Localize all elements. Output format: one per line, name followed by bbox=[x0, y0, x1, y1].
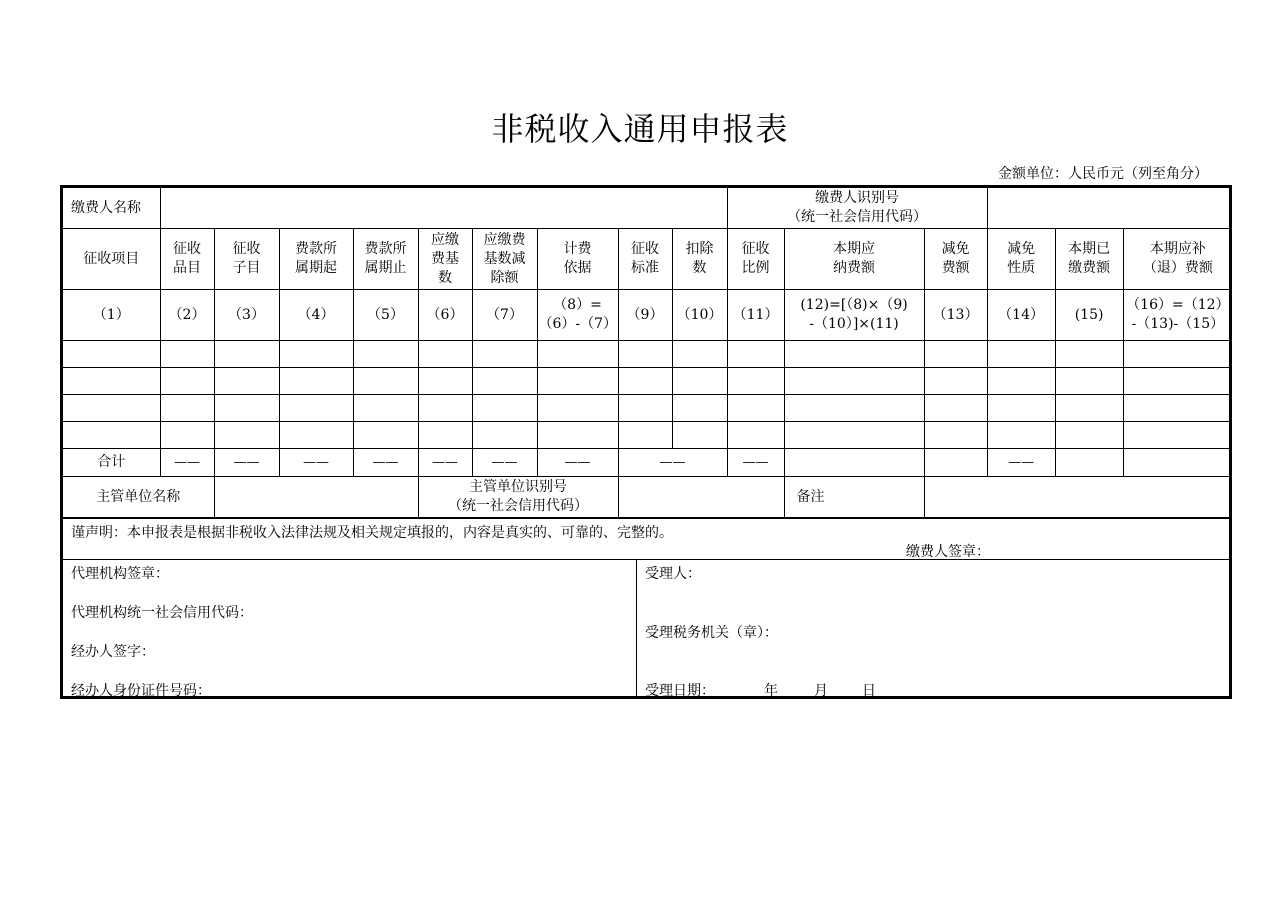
amount-unit-note: 金额单位：人民币元（列至角分） bbox=[998, 166, 1208, 182]
declaration-form bbox=[60, 185, 1232, 699]
column-number-text: -（10）]×(11) bbox=[809, 316, 899, 332]
entry-cell[interactable] bbox=[924, 341, 987, 368]
entry-cell[interactable] bbox=[672, 395, 727, 422]
payer-id-field[interactable] bbox=[987, 188, 1232, 229]
entry-cell[interactable] bbox=[214, 395, 279, 422]
column-header-text: 数 bbox=[438, 269, 452, 286]
column-number-text: （2） bbox=[168, 306, 206, 323]
column-number-text: （16）=（12） bbox=[1126, 297, 1230, 313]
entry-cell[interactable] bbox=[279, 395, 353, 422]
entry-cell[interactable] bbox=[214, 368, 279, 395]
column-number-3 bbox=[214, 290, 279, 341]
column-header-11 bbox=[727, 229, 784, 290]
column-number-13 bbox=[924, 290, 987, 341]
entry-cell[interactable] bbox=[279, 341, 353, 368]
column-header-6 bbox=[418, 229, 472, 290]
entry-cell[interactable] bbox=[472, 395, 537, 422]
column-header-text: （退）费额 bbox=[1142, 260, 1213, 276]
entry-cell[interactable] bbox=[727, 368, 784, 395]
entry-cell[interactable] bbox=[672, 422, 727, 449]
declaration-statement: 谨声明：本申报表是根据非税收入法律法规及相关规定填报的，内容是真实的、可靠的、完整的。 bbox=[71, 525, 673, 541]
entry-cell[interactable] bbox=[63, 341, 160, 368]
processing-section bbox=[63, 559, 1229, 698]
column-number-text: （14） bbox=[998, 306, 1044, 323]
column-header-10 bbox=[672, 229, 727, 290]
entry-cell[interactable] bbox=[924, 395, 987, 422]
column-header-text: 应缴费 bbox=[483, 231, 526, 248]
entry-cell[interactable] bbox=[214, 341, 279, 368]
column-header-text: 比例 bbox=[741, 260, 770, 276]
entry-cell[interactable] bbox=[987, 422, 1055, 449]
column-header-16 bbox=[1123, 229, 1232, 290]
column-number-text: （3） bbox=[228, 306, 265, 323]
handler-id-label: 经办人身份证件号码： bbox=[71, 683, 211, 699]
column-number-1 bbox=[63, 290, 160, 341]
entry-cell[interactable] bbox=[279, 422, 353, 449]
entry-cell[interactable] bbox=[672, 368, 727, 395]
column-header-text: 性质 bbox=[1007, 260, 1036, 276]
total-dash: —— bbox=[418, 449, 472, 477]
entry-cell[interactable] bbox=[618, 395, 672, 422]
entry-cell[interactable] bbox=[472, 422, 537, 449]
entry-cell[interactable] bbox=[472, 368, 537, 395]
column-number-text: （6） bbox=[426, 306, 464, 323]
entry-cell[interactable] bbox=[472, 341, 537, 368]
column-number-text: （4） bbox=[297, 306, 335, 323]
entry-cell[interactable] bbox=[987, 395, 1055, 422]
column-number-14 bbox=[987, 290, 1055, 341]
entry-cell[interactable] bbox=[160, 395, 214, 422]
entry-cell[interactable] bbox=[1055, 341, 1123, 368]
column-header-12 bbox=[784, 229, 924, 290]
total-row bbox=[63, 449, 1232, 477]
column-header-9 bbox=[618, 229, 672, 290]
remark-field[interactable] bbox=[924, 477, 1232, 518]
total-dash: —— bbox=[279, 449, 353, 477]
declaration-section bbox=[63, 518, 1229, 559]
payer-signature-label: 缴费人签章： bbox=[906, 544, 990, 560]
total-paid-cell[interactable] bbox=[1055, 449, 1123, 477]
entry-row bbox=[63, 341, 1232, 368]
entry-cell[interactable] bbox=[1123, 341, 1232, 368]
column-number-text: -（13)-（15） bbox=[1131, 316, 1225, 332]
payer-name-field[interactable] bbox=[160, 188, 727, 229]
column-header-text: 征收 bbox=[232, 241, 261, 257]
entry-cell[interactable] bbox=[418, 341, 472, 368]
column-header-text: 基数减 bbox=[483, 250, 526, 267]
entry-cell[interactable] bbox=[618, 341, 672, 368]
entry-cell[interactable] bbox=[279, 368, 353, 395]
entry-cell[interactable] bbox=[353, 395, 418, 422]
column-header-text: 费款所 bbox=[364, 241, 407, 257]
entry-cell[interactable] bbox=[924, 368, 987, 395]
payer-id-label-line2: （统一社会信用代码） bbox=[787, 209, 928, 225]
total-dash: —— bbox=[537, 449, 618, 477]
receiver-person-label: 受理人： bbox=[645, 566, 701, 582]
column-header-text: 属期止 bbox=[364, 260, 407, 276]
column-number-text: （10） bbox=[676, 306, 723, 323]
entry-cell[interactable] bbox=[987, 368, 1055, 395]
entry-cell[interactable] bbox=[727, 422, 784, 449]
column-header-text: 除额 bbox=[490, 269, 519, 286]
form-title: 非税收入通用申报表 bbox=[491, 110, 789, 148]
column-header-text: 征收项目 bbox=[83, 250, 140, 267]
entry-cell[interactable] bbox=[418, 368, 472, 395]
entry-cell[interactable] bbox=[63, 422, 160, 449]
dept-name-field[interactable] bbox=[214, 477, 418, 518]
column-header-text: 子目 bbox=[232, 260, 261, 276]
column-header-text: 属期起 bbox=[295, 260, 337, 276]
payer-name-label: 缴费人名称 bbox=[63, 188, 160, 229]
column-header-text: 扣除 bbox=[685, 241, 714, 257]
entry-row bbox=[63, 395, 1232, 422]
column-number-text: （7） bbox=[486, 306, 523, 323]
entry-cell[interactable] bbox=[1055, 368, 1123, 395]
column-header-1 bbox=[63, 229, 160, 290]
dept-id-label-line2: （统一社会信用代码） bbox=[448, 498, 588, 514]
column-header-text: 品目 bbox=[173, 260, 201, 276]
agent-credit-code-label: 代理机构统一社会信用代码： bbox=[71, 605, 253, 621]
receiver-authority-label: 受理税务机关（章）： bbox=[645, 625, 778, 641]
column-header-text: 征收 bbox=[741, 241, 770, 257]
entry-cell[interactable] bbox=[537, 422, 618, 449]
column-header-text: 计费 bbox=[563, 241, 592, 257]
payer-id-label bbox=[727, 188, 987, 229]
column-number-text: (12)=[（8)×（9) bbox=[800, 297, 908, 313]
column-header-4 bbox=[279, 229, 353, 290]
total-label: 合计 bbox=[63, 449, 160, 477]
entry-cell[interactable] bbox=[1055, 395, 1123, 422]
column-number-text: （8）= bbox=[553, 297, 602, 313]
total-dash: —— bbox=[353, 449, 418, 477]
column-header-text: 费基 bbox=[431, 250, 459, 267]
column-header-text: 应缴 bbox=[431, 231, 459, 248]
entry-cell[interactable] bbox=[353, 368, 418, 395]
dept-row bbox=[63, 477, 1232, 518]
entry-cell[interactable] bbox=[353, 422, 418, 449]
column-header-14 bbox=[987, 229, 1055, 290]
column-header-text: 减免 bbox=[1007, 241, 1036, 257]
total-dash: —— bbox=[160, 449, 214, 477]
dept-id-label bbox=[418, 477, 618, 518]
entry-row bbox=[63, 422, 1232, 449]
entry-cell[interactable] bbox=[63, 368, 160, 395]
agent-seal-label: 代理机构签章： bbox=[71, 566, 169, 582]
column-header-13 bbox=[924, 229, 987, 290]
column-number-text: (15) bbox=[1074, 306, 1104, 323]
column-header-text: 标准 bbox=[631, 260, 659, 276]
column-number-text: （9） bbox=[626, 306, 664, 323]
entry-cell[interactable] bbox=[1123, 395, 1232, 422]
entry-cell[interactable] bbox=[1123, 368, 1232, 395]
column-header-text: 本期应 bbox=[833, 241, 876, 257]
entry-cell[interactable] bbox=[784, 368, 924, 395]
column-number-text: （1） bbox=[92, 306, 130, 323]
payer-id-label-line1: 缴费人识别号 bbox=[815, 190, 900, 206]
column-header-text: 费额 bbox=[941, 260, 970, 276]
entry-cell[interactable] bbox=[672, 341, 727, 368]
entry-cell[interactable] bbox=[63, 395, 160, 422]
dept-name-label: 主管单位名称 bbox=[63, 477, 214, 518]
entry-row bbox=[63, 368, 1232, 395]
column-header-text: 依据 bbox=[563, 260, 592, 276]
entry-cell[interactable] bbox=[160, 368, 214, 395]
column-number-7 bbox=[472, 290, 537, 341]
entry-cell[interactable] bbox=[784, 395, 924, 422]
column-number-16 bbox=[1123, 290, 1232, 341]
column-header-text: 征收 bbox=[631, 241, 659, 257]
column-number-15 bbox=[1055, 290, 1123, 341]
entry-cell[interactable] bbox=[537, 395, 618, 422]
total-dash: —— bbox=[618, 449, 727, 477]
column-number-9 bbox=[618, 290, 672, 341]
receive-date-label: 受理日期： bbox=[645, 683, 715, 699]
column-number-2 bbox=[160, 290, 214, 341]
column-number-text: （6）-（7） bbox=[538, 316, 618, 332]
entry-cell[interactable] bbox=[1055, 422, 1123, 449]
entry-cell[interactable] bbox=[418, 422, 472, 449]
receiver-section bbox=[637, 560, 1229, 698]
entry-cell[interactable] bbox=[1123, 422, 1232, 449]
receive-date-month: 月 bbox=[814, 683, 828, 699]
column-header-text: 纳费额 bbox=[833, 260, 876, 276]
column-number-text: （13） bbox=[932, 306, 979, 323]
entry-cell[interactable] bbox=[727, 341, 784, 368]
column-number-text: （5） bbox=[367, 306, 404, 323]
receive-date-day: 日 bbox=[862, 683, 876, 699]
fee-table bbox=[63, 188, 1232, 518]
column-header-5 bbox=[353, 229, 418, 290]
column-number-12 bbox=[784, 290, 924, 341]
total-dash: —— bbox=[727, 449, 784, 477]
column-number-6 bbox=[418, 290, 472, 341]
column-number-row bbox=[63, 290, 1232, 341]
column-header-text: 费款所 bbox=[295, 241, 337, 257]
agent-section bbox=[63, 560, 637, 698]
payer-row bbox=[63, 188, 1232, 229]
total-dash: —— bbox=[987, 449, 1055, 477]
column-header-text: 本期已 bbox=[1068, 241, 1111, 257]
entry-cell[interactable] bbox=[160, 341, 214, 368]
column-header-8 bbox=[537, 229, 618, 290]
column-header-7 bbox=[472, 229, 537, 290]
column-number-11 bbox=[727, 290, 784, 341]
column-header-text: 减免 bbox=[941, 241, 970, 257]
entry-cell[interactable] bbox=[924, 422, 987, 449]
entry-cell[interactable] bbox=[537, 341, 618, 368]
column-number-10 bbox=[672, 290, 727, 341]
total-reduction-cell[interactable] bbox=[924, 449, 987, 477]
dept-id-field[interactable] bbox=[618, 477, 784, 518]
entry-cell[interactable] bbox=[987, 341, 1055, 368]
entry-cell[interactable] bbox=[784, 422, 924, 449]
column-header-row bbox=[63, 229, 1232, 290]
handler-sign-label: 经办人签字： bbox=[71, 644, 155, 660]
entry-cell[interactable] bbox=[418, 395, 472, 422]
entry-cell[interactable] bbox=[214, 422, 279, 449]
total-payable-cell[interactable] bbox=[784, 449, 924, 477]
entry-cell[interactable] bbox=[618, 368, 672, 395]
column-header-text: 本期应补 bbox=[1149, 241, 1206, 257]
column-header-3 bbox=[214, 229, 279, 290]
column-number-text: （11） bbox=[732, 306, 779, 323]
receive-date-year: 年 bbox=[764, 683, 778, 699]
remark-label: 备注 bbox=[784, 477, 924, 518]
total-dash: —— bbox=[472, 449, 537, 477]
column-header-text: 缴费额 bbox=[1068, 260, 1111, 276]
entry-cell[interactable] bbox=[353, 341, 418, 368]
entry-cell[interactable] bbox=[727, 395, 784, 422]
column-number-4 bbox=[279, 290, 353, 341]
dept-id-label-line1: 主管单位识别号 bbox=[469, 479, 567, 495]
entry-cell[interactable] bbox=[537, 368, 618, 395]
column-header-2 bbox=[160, 229, 214, 290]
entry-cell[interactable] bbox=[160, 422, 214, 449]
total-balance-cell[interactable] bbox=[1123, 449, 1232, 477]
column-number-8 bbox=[537, 290, 618, 341]
column-header-text: 征收 bbox=[173, 241, 201, 257]
entry-cell[interactable] bbox=[618, 422, 672, 449]
column-number-5 bbox=[353, 290, 418, 341]
total-dash: —— bbox=[214, 449, 279, 477]
column-header-15 bbox=[1055, 229, 1123, 290]
column-header-text: 数 bbox=[692, 260, 707, 276]
entry-cell[interactable] bbox=[784, 341, 924, 368]
